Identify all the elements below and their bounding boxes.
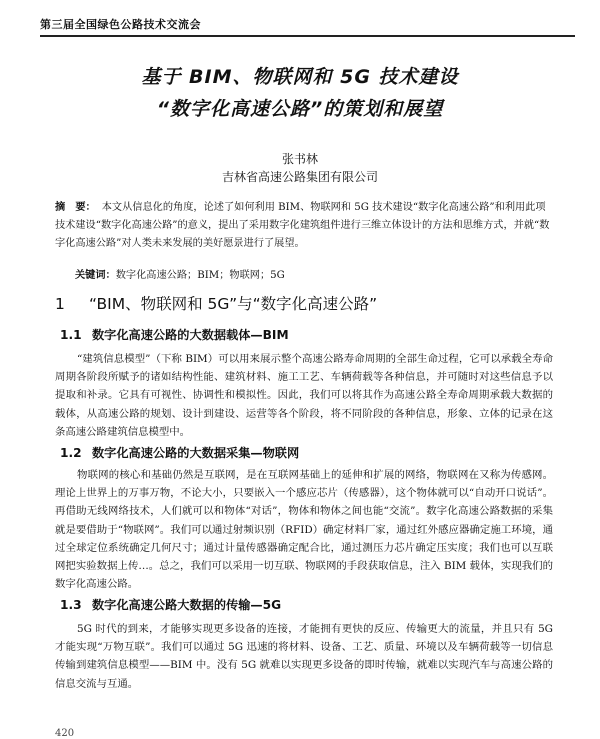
author-affiliation: 吉林省高速公路集团有限公司 [221,170,378,184]
section-title: “BIM、物联网和 5G”与“数字化高速公路” [89,295,378,313]
section-number: 1 [55,295,65,313]
abstract-label: 摘 要： [55,201,96,213]
keywords-label: 关键词： [75,269,116,281]
author-name: 张书林 [281,152,318,166]
subsection-number: 1.1 [60,328,82,342]
page-number: 420 [55,728,75,739]
keywords [75,266,285,281]
running-header: 第三届全国绿色公路技术交流会 [40,18,201,31]
section-heading-1 [55,292,377,314]
subsection-title: 数字化高速公路大数据的传输—5G [92,598,282,612]
subsection-number: 1.2 [60,446,82,460]
paragraph-1-2: 物联网的核心和基础仍然是互联网，是在互联网基础上的延伸和扩展的网络，物联网在又称为传感网。理论上世界上的万事万物，不论大小，只要嵌入一个感应芯片（传感器），这个物体就可以“自动开口说话”。再借助无线网络技术，人们就可以和物体“对话”，物体和物体之间也能“交流”。数字化高速公路数据的采集就是要借助于“物联网”。我们可以通过射频识别（RFID）确定材料厂家，通过红外感应器确定施工环境，通过全球定位系统确定几何尺寸；通过计量传感器确定配合比，通过测压力芯片确定压实度；我们也可以互联网把实验数据上传…。总之，我们可以采用一切互联、物联网的手段获取信息，注入 BIM 载体，实现我们的数字化高速公路。 [55,469,553,591]
subsection-heading-1-3 [60,596,281,613]
abstract-text: 本文从信息化的角度，论述了如何利用 BIM、物联网和 5G 技术建设“数字化高速公路”和利用此项技术建设“数字化高速公路”的意义，提出了采用数字化建筑组件进行三维立体设计的方法和思维方式，并就“数字化高速公路”对人类未来发展的美好愿景进行了展望。 [55,202,550,249]
subsection-number: 1.3 [60,598,82,612]
subsection-heading-1-1 [60,326,289,343]
subsection-heading-1-2 [60,444,299,461]
paper-title-line-2: “数字化高速公路”的策划和展望 [156,98,444,120]
paper-title-line-1: 基于 BIM、物联网和 5G 技术建设 [141,66,459,88]
subsection-title: 数字化高速公路的大数据采集—物联网 [92,446,300,460]
keywords-text: 数字化高速公路；BIM；物联网；5G [115,270,285,281]
abstract [55,198,553,253]
paragraph-1-1: “建筑信息模型”（下称 BIM）可以用来展示整个高速公路寿命周期的全部生命过程，它可以承载全寿命周期各阶段所赋予的诸如结构性能、建筑材料、施工工艺、车辆荷载等各种信息，并可随时对这些信息予以提取和补录。它具有可视性、协调性和模拟性。因此，我们可以将其作为高速公路全寿命周期承载大数据的载体，从高速公路的规划、设计到建设、运营等各个阶段，将不同阶段的各种信息，形象、立体的记录在这条高速公路建筑信息模型中。 [55,353,553,438]
header-rule [40,35,575,37]
paragraph-1-3: 5G 时代的到来，才能够实现更多设备的连接，才能拥有更快的反应、传输更大的流量，并且只有 5G 才能实现“万物互联”。我们可以通过 5G 迅速的将材料、设备、工艺、质量、环境以及车辆荷载等一切信息传输到建筑信息模型——BIM 中。没有 5G 就难以实现更多设备的即时传输，就难以实现汽车与高速公路的信息交流与互通。 [55,623,553,690]
subsection-title: 数字化高速公路的大数据载体—BIM [92,328,289,342]
